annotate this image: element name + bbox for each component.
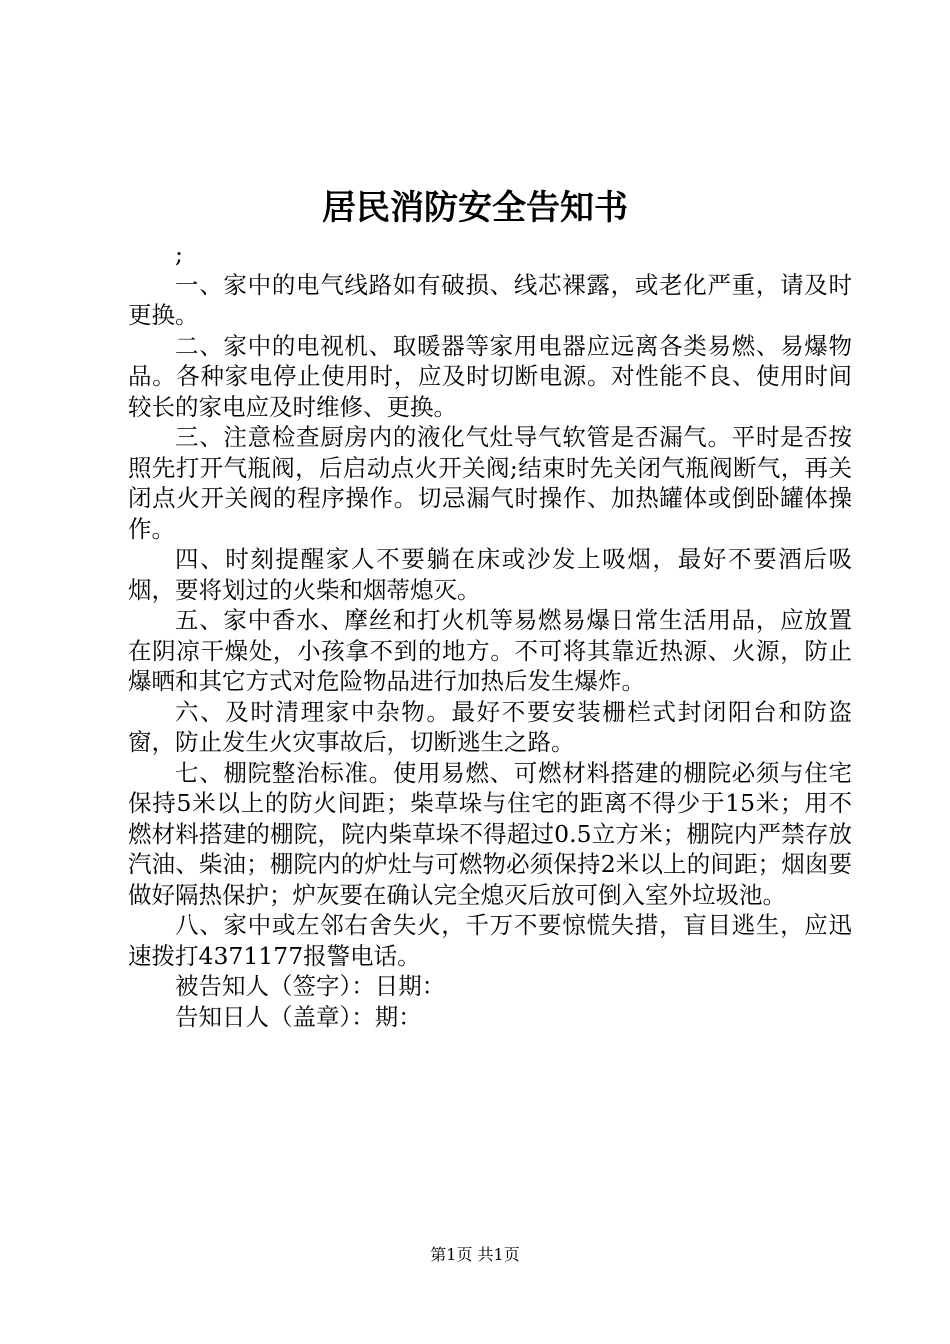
paragraph-item-2: 二、家中的电视机、取暖器等家用电器应远离各类易燃、易爆物品。各种家电停止使用时，应及时切断电源。对性能不良、使用时间较长的家电应及时维修、更换。	[128, 331, 852, 421]
paragraph-item-1: 一、家中的电气线路如有破损、线芯裸露，或老化严重，请及时更换。	[128, 270, 852, 329]
paragraph-item-8: 八、家中或左邻右舍失火，千万不要惊慌失措，盲目逃生，应迅速拨打4371177报警电话。	[128, 911, 852, 970]
signature-line-informed: 被告知人（签字）：日期：	[175, 972, 446, 1000]
document-title: 居民消防安全告知书	[322, 188, 628, 228]
paragraph-item-5: 五、家中香水、摩丝和打火机等易燃易爆日常生活用品，应放置在阴凉干燥处，小孩拿不到的地方。不可将其靠近热源、火源，防止爆晒和其它方式对危险物品进行加热后发生爆炸。	[128, 606, 852, 695]
paragraph-item-6: 六、及时清理家中杂物。最好不要安装栅栏式封闭阳台和防盗窗，防止发生火灾事故后，切断逃生之路。	[128, 697, 852, 756]
paragraph-item-3: 三、注意检查厨房内的液化气灶导气软管是否漏气。平时是否按照先打开气瓶阀，后启动点火开关阀;结束时先关闭气瓶阀断气，再关闭点火开关阀的程序操作。切忌漏气时操作、加热罐体或倒卧罐体操作。	[128, 423, 852, 543]
document-body	[128, 239, 852, 1032]
paragraph-semicolon: ;	[175, 240, 183, 268]
paragraph-item-4: 四、时刻提醒家人不要躺在床或沙发上吸烟，最好不要酒后吸烟，要将划过的火柴和烟蒂熄灭。	[128, 545, 852, 604]
signature-line-notifier: 告知日人（盖章）：期：	[175, 1002, 422, 1031]
page-footer: 第1页 共1页	[430, 1245, 520, 1264]
paragraph-item-7: 七、棚院整治标准。使用易燃、可燃材料搭建的棚院必须与住宅保持5米以上的防火间距；柴草垛与住宅的距离不得少于15米；用不燃材料搭建的棚院，院内柴草垛不得超过0.5立方米；棚院内严禁存放汽油、柴油；棚院内的炉灶与可燃物必须保持2米以上的间距；烟囱要做好隔热保护；炉灰要在确认完全熄灭后放可倒入室外垃圾池。	[128, 758, 852, 909]
